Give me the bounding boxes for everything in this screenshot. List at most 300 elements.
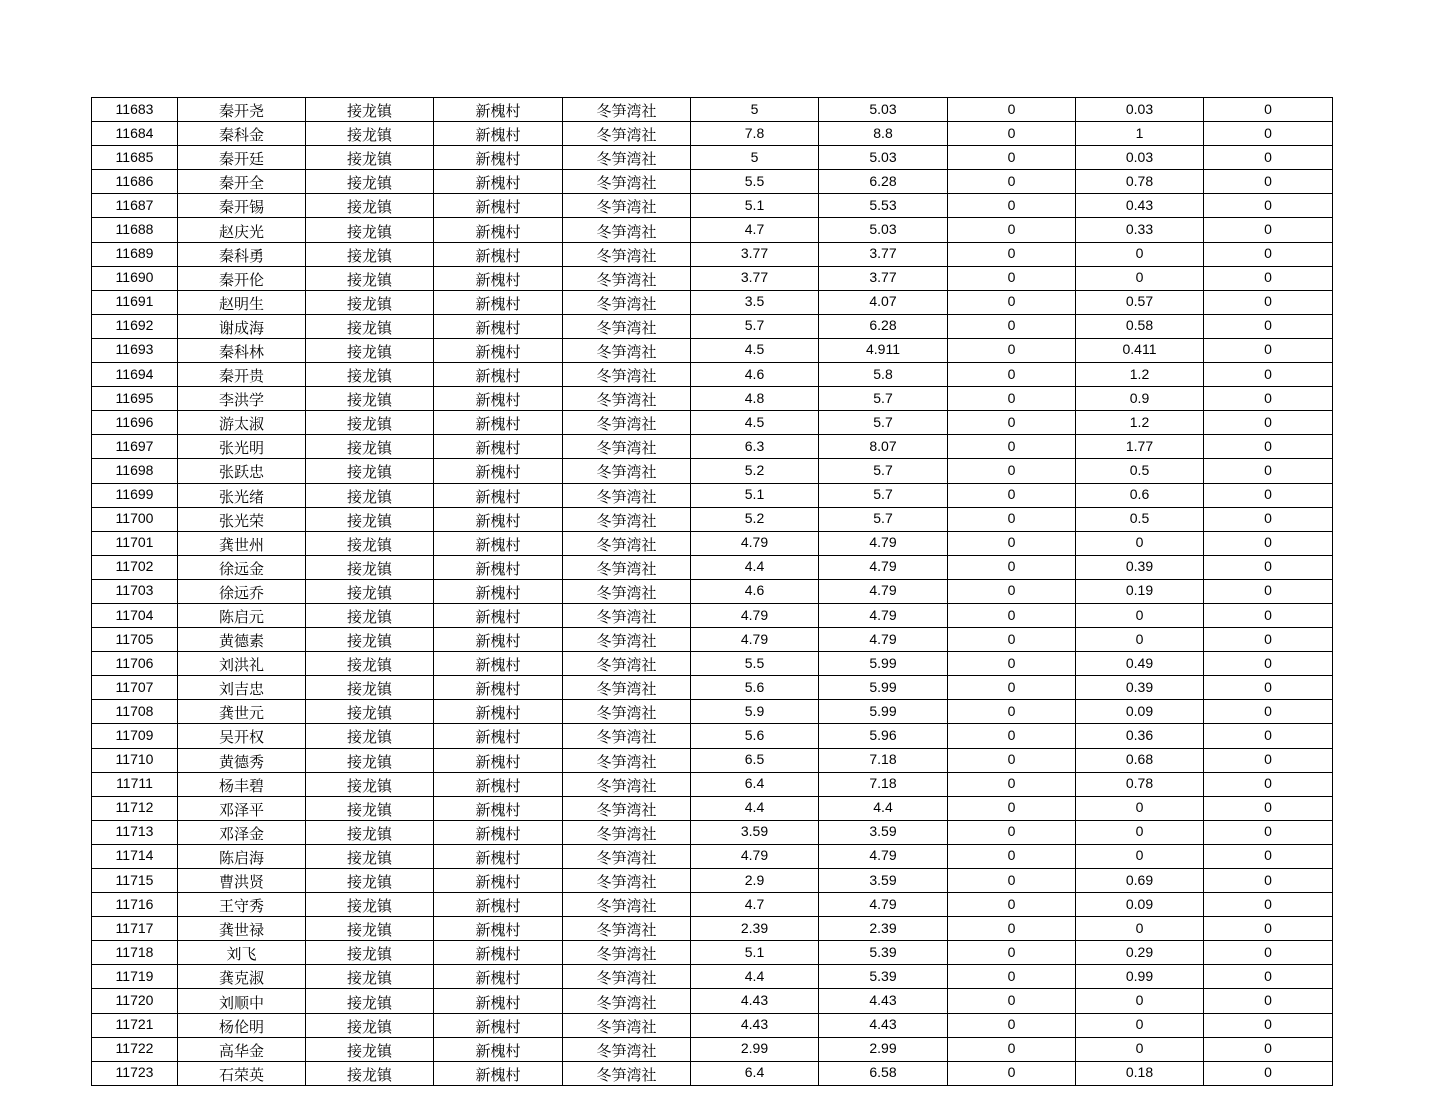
value-b-cell: 4.79	[819, 893, 948, 917]
value-b-cell: 5.7	[819, 483, 948, 507]
record-id-cell: 11721	[92, 1013, 178, 1037]
town-cell: 接龙镇	[306, 724, 434, 748]
group-cell: 冬笋湾社	[563, 531, 691, 555]
value-b-cell: 3.59	[819, 820, 948, 844]
value-b-cell: 4.79	[819, 579, 948, 603]
value-c-cell: 0	[948, 531, 1076, 555]
village-cell: 新槐村	[434, 796, 563, 820]
value-b-cell: 4.911	[819, 338, 948, 362]
record-id-cell: 11722	[92, 1037, 178, 1061]
village-cell: 新槐村	[434, 676, 563, 700]
value-d-cell: 0.78	[1076, 170, 1204, 194]
value-a-cell: 5.9	[691, 700, 819, 724]
table-row	[92, 387, 1333, 411]
name-cell: 秦科金	[178, 122, 306, 146]
table-row	[92, 314, 1333, 338]
value-b-cell: 6.58	[819, 1061, 948, 1085]
value-e-cell: 0	[1204, 290, 1333, 314]
record-id-cell: 11687	[92, 194, 178, 218]
record-id-cell: 11693	[92, 338, 178, 362]
table-row	[92, 989, 1333, 1013]
town-cell: 接龙镇	[306, 941, 434, 965]
village-cell: 新槐村	[434, 1061, 563, 1085]
value-a-cell: 5.5	[691, 652, 819, 676]
value-d-cell: 0.58	[1076, 314, 1204, 338]
table-row	[92, 579, 1333, 603]
table-row	[92, 941, 1333, 965]
name-cell: 徐远金	[178, 555, 306, 579]
value-e-cell: 0	[1204, 363, 1333, 387]
table-row	[92, 772, 1333, 796]
record-id-cell: 11698	[92, 459, 178, 483]
village-cell: 新槐村	[434, 122, 563, 146]
record-id-cell: 11689	[92, 242, 178, 266]
value-a-cell: 5.1	[691, 941, 819, 965]
value-a-cell: 6.3	[691, 435, 819, 459]
value-b-cell: 5.7	[819, 507, 948, 531]
value-b-cell: 4.79	[819, 531, 948, 555]
value-b-cell: 5.03	[819, 146, 948, 170]
value-c-cell: 0	[948, 170, 1076, 194]
value-d-cell: 0.99	[1076, 965, 1204, 989]
value-a-cell: 3.59	[691, 820, 819, 844]
name-cell: 秦科勇	[178, 242, 306, 266]
village-cell: 新槐村	[434, 965, 563, 989]
value-e-cell: 0	[1204, 218, 1333, 242]
record-id-cell: 11690	[92, 266, 178, 290]
group-cell: 冬笋湾社	[563, 459, 691, 483]
record-id-cell: 11694	[92, 363, 178, 387]
table-row	[92, 507, 1333, 531]
record-id-cell: 11683	[92, 98, 178, 122]
value-a-cell: 4.5	[691, 411, 819, 435]
data-table	[91, 97, 1333, 1086]
value-a-cell: 7.8	[691, 122, 819, 146]
record-id-cell: 11702	[92, 555, 178, 579]
name-cell: 刘顺中	[178, 989, 306, 1013]
value-d-cell: 0.9	[1076, 387, 1204, 411]
town-cell: 接龙镇	[306, 146, 434, 170]
value-b-cell: 5.7	[819, 387, 948, 411]
value-e-cell: 0	[1204, 676, 1333, 700]
group-cell: 冬笋湾社	[563, 314, 691, 338]
town-cell: 接龙镇	[306, 266, 434, 290]
record-id-cell: 11710	[92, 748, 178, 772]
table-row	[92, 266, 1333, 290]
value-a-cell: 2.9	[691, 869, 819, 893]
group-cell: 冬笋湾社	[563, 387, 691, 411]
value-a-cell: 4.79	[691, 628, 819, 652]
table-row	[92, 411, 1333, 435]
value-b-cell: 4.79	[819, 844, 948, 868]
record-id-cell: 11717	[92, 917, 178, 941]
record-id-cell: 11706	[92, 652, 178, 676]
value-c-cell: 0	[948, 579, 1076, 603]
record-id-cell: 11696	[92, 411, 178, 435]
town-cell: 接龙镇	[306, 579, 434, 603]
group-cell: 冬笋湾社	[563, 218, 691, 242]
village-cell: 新槐村	[434, 724, 563, 748]
table-row	[92, 363, 1333, 387]
town-cell: 接龙镇	[306, 989, 434, 1013]
town-cell: 接龙镇	[306, 194, 434, 218]
value-b-cell: 5.7	[819, 411, 948, 435]
town-cell: 接龙镇	[306, 820, 434, 844]
value-e-cell: 0	[1204, 748, 1333, 772]
town-cell: 接龙镇	[306, 507, 434, 531]
table-row	[92, 459, 1333, 483]
value-c-cell: 0	[948, 941, 1076, 965]
name-cell: 秦科林	[178, 338, 306, 362]
town-cell: 接龙镇	[306, 917, 434, 941]
town-cell: 接龙镇	[306, 387, 434, 411]
value-c-cell: 0	[948, 724, 1076, 748]
name-cell: 谢成海	[178, 314, 306, 338]
name-cell: 张光明	[178, 435, 306, 459]
value-c-cell: 0	[948, 676, 1076, 700]
value-d-cell: 1.2	[1076, 363, 1204, 387]
value-d-cell: 0	[1076, 989, 1204, 1013]
town-cell: 接龙镇	[306, 869, 434, 893]
group-cell: 冬笋湾社	[563, 290, 691, 314]
value-a-cell: 5.2	[691, 459, 819, 483]
table-row	[92, 869, 1333, 893]
table-row	[92, 748, 1333, 772]
value-b-cell: 2.39	[819, 917, 948, 941]
town-cell: 接龙镇	[306, 796, 434, 820]
town-cell: 接龙镇	[306, 772, 434, 796]
group-cell: 冬笋湾社	[563, 820, 691, 844]
table-row	[92, 796, 1333, 820]
group-cell: 冬笋湾社	[563, 676, 691, 700]
value-c-cell: 0	[948, 700, 1076, 724]
value-a-cell: 3.77	[691, 266, 819, 290]
value-d-cell: 0.68	[1076, 748, 1204, 772]
town-cell: 接龙镇	[306, 242, 434, 266]
value-b-cell: 5.7	[819, 459, 948, 483]
record-id-cell: 11695	[92, 387, 178, 411]
value-d-cell: 0.49	[1076, 652, 1204, 676]
group-cell: 冬笋湾社	[563, 98, 691, 122]
name-cell: 曹洪贤	[178, 869, 306, 893]
value-e-cell: 0	[1204, 820, 1333, 844]
group-cell: 冬笋湾社	[563, 796, 691, 820]
town-cell: 接龙镇	[306, 170, 434, 194]
value-a-cell: 3.77	[691, 242, 819, 266]
value-a-cell: 4.79	[691, 531, 819, 555]
value-e-cell: 0	[1204, 796, 1333, 820]
village-cell: 新槐村	[434, 338, 563, 362]
table-row	[92, 652, 1333, 676]
table-row	[92, 676, 1333, 700]
village-cell: 新槐村	[434, 603, 563, 627]
value-c-cell: 0	[948, 314, 1076, 338]
name-cell: 李洪学	[178, 387, 306, 411]
value-d-cell: 1	[1076, 122, 1204, 146]
value-a-cell: 4.43	[691, 1013, 819, 1037]
table-row	[92, 435, 1333, 459]
name-cell: 王守秀	[178, 893, 306, 917]
name-cell: 张光荣	[178, 507, 306, 531]
record-id-cell: 11718	[92, 941, 178, 965]
value-b-cell: 4.79	[819, 628, 948, 652]
record-id-cell: 11691	[92, 290, 178, 314]
town-cell: 接龙镇	[306, 290, 434, 314]
group-cell: 冬笋湾社	[563, 194, 691, 218]
table-row	[92, 555, 1333, 579]
village-cell: 新槐村	[434, 772, 563, 796]
value-a-cell: 5	[691, 146, 819, 170]
value-a-cell: 4.43	[691, 989, 819, 1013]
town-cell: 接龙镇	[306, 314, 434, 338]
value-c-cell: 0	[948, 1013, 1076, 1037]
village-cell: 新槐村	[434, 989, 563, 1013]
value-d-cell: 0.5	[1076, 507, 1204, 531]
value-c-cell: 0	[948, 122, 1076, 146]
group-cell: 冬笋湾社	[563, 748, 691, 772]
value-b-cell: 5.03	[819, 98, 948, 122]
village-cell: 新槐村	[434, 820, 563, 844]
value-a-cell: 3.5	[691, 290, 819, 314]
value-c-cell: 0	[948, 844, 1076, 868]
village-cell: 新槐村	[434, 435, 563, 459]
group-cell: 冬笋湾社	[563, 266, 691, 290]
town-cell: 接龙镇	[306, 1013, 434, 1037]
table-row	[92, 531, 1333, 555]
value-c-cell: 0	[948, 796, 1076, 820]
group-cell: 冬笋湾社	[563, 122, 691, 146]
value-e-cell: 0	[1204, 700, 1333, 724]
value-c-cell: 0	[948, 98, 1076, 122]
value-d-cell: 0	[1076, 242, 1204, 266]
value-c-cell: 0	[948, 917, 1076, 941]
record-id-cell: 11715	[92, 869, 178, 893]
value-e-cell: 0	[1204, 1037, 1333, 1061]
value-d-cell: 0.57	[1076, 290, 1204, 314]
value-b-cell: 4.07	[819, 290, 948, 314]
group-cell: 冬笋湾社	[563, 893, 691, 917]
town-cell: 接龙镇	[306, 122, 434, 146]
value-c-cell: 0	[948, 965, 1076, 989]
village-cell: 新槐村	[434, 531, 563, 555]
table-row	[92, 820, 1333, 844]
value-a-cell: 5.1	[691, 194, 819, 218]
village-cell: 新槐村	[434, 242, 563, 266]
name-cell: 秦开全	[178, 170, 306, 194]
value-a-cell: 6.5	[691, 748, 819, 772]
name-cell: 张光绪	[178, 483, 306, 507]
town-cell: 接龙镇	[306, 435, 434, 459]
village-cell: 新槐村	[434, 411, 563, 435]
group-cell: 冬笋湾社	[563, 146, 691, 170]
value-a-cell: 4.4	[691, 965, 819, 989]
value-b-cell: 5.99	[819, 700, 948, 724]
record-id-cell: 11712	[92, 796, 178, 820]
village-cell: 新槐村	[434, 652, 563, 676]
value-c-cell: 0	[948, 146, 1076, 170]
town-cell: 接龙镇	[306, 628, 434, 652]
name-cell: 高华金	[178, 1037, 306, 1061]
value-d-cell: 0.39	[1076, 676, 1204, 700]
value-e-cell: 0	[1204, 98, 1333, 122]
value-e-cell: 0	[1204, 1061, 1333, 1085]
town-cell: 接龙镇	[306, 98, 434, 122]
name-cell: 秦开锡	[178, 194, 306, 218]
group-cell: 冬笋湾社	[563, 507, 691, 531]
value-a-cell: 4.5	[691, 338, 819, 362]
name-cell: 龚世元	[178, 700, 306, 724]
value-d-cell: 0	[1076, 1037, 1204, 1061]
value-c-cell: 0	[948, 628, 1076, 652]
value-e-cell: 0	[1204, 628, 1333, 652]
name-cell: 秦开伦	[178, 266, 306, 290]
table-row	[92, 893, 1333, 917]
value-e-cell: 0	[1204, 507, 1333, 531]
table-row	[92, 98, 1333, 122]
group-cell: 冬笋湾社	[563, 724, 691, 748]
value-b-cell: 6.28	[819, 170, 948, 194]
group-cell: 冬笋湾社	[563, 170, 691, 194]
value-c-cell: 0	[948, 989, 1076, 1013]
group-cell: 冬笋湾社	[563, 917, 691, 941]
value-d-cell: 0	[1076, 628, 1204, 652]
record-id-cell: 11701	[92, 531, 178, 555]
table-row	[92, 483, 1333, 507]
value-c-cell: 0	[948, 363, 1076, 387]
value-c-cell: 0	[948, 411, 1076, 435]
town-cell: 接龙镇	[306, 676, 434, 700]
town-cell: 接龙镇	[306, 459, 434, 483]
value-b-cell: 5.99	[819, 652, 948, 676]
value-d-cell: 0	[1076, 603, 1204, 627]
group-cell: 冬笋湾社	[563, 338, 691, 362]
value-c-cell: 0	[948, 869, 1076, 893]
record-id-cell: 11708	[92, 700, 178, 724]
table-row	[92, 290, 1333, 314]
value-b-cell: 2.99	[819, 1037, 948, 1061]
value-a-cell: 5.2	[691, 507, 819, 531]
value-c-cell: 0	[948, 772, 1076, 796]
value-b-cell: 8.8	[819, 122, 948, 146]
village-cell: 新槐村	[434, 98, 563, 122]
name-cell: 邓泽金	[178, 820, 306, 844]
value-d-cell: 0	[1076, 266, 1204, 290]
name-cell: 龚世禄	[178, 917, 306, 941]
table-row	[92, 700, 1333, 724]
value-e-cell: 0	[1204, 266, 1333, 290]
value-d-cell: 0.09	[1076, 700, 1204, 724]
name-cell: 刘洪礼	[178, 652, 306, 676]
value-d-cell: 0	[1076, 917, 1204, 941]
village-cell: 新槐村	[434, 507, 563, 531]
name-cell: 陈启海	[178, 844, 306, 868]
value-a-cell: 2.39	[691, 917, 819, 941]
name-cell: 张跃忠	[178, 459, 306, 483]
name-cell: 陈启元	[178, 603, 306, 627]
name-cell: 赵庆光	[178, 218, 306, 242]
group-cell: 冬笋湾社	[563, 628, 691, 652]
value-e-cell: 0	[1204, 893, 1333, 917]
value-c-cell: 0	[948, 266, 1076, 290]
value-d-cell: 0.36	[1076, 724, 1204, 748]
value-d-cell: 0.03	[1076, 146, 1204, 170]
value-e-cell: 0	[1204, 579, 1333, 603]
value-c-cell: 0	[948, 820, 1076, 844]
value-e-cell: 0	[1204, 411, 1333, 435]
record-id-cell: 11709	[92, 724, 178, 748]
value-b-cell: 5.96	[819, 724, 948, 748]
value-b-cell: 4.4	[819, 796, 948, 820]
village-cell: 新槐村	[434, 869, 563, 893]
table-row	[92, 218, 1333, 242]
value-c-cell: 0	[948, 1061, 1076, 1085]
value-e-cell: 0	[1204, 435, 1333, 459]
value-b-cell: 4.43	[819, 989, 948, 1013]
value-e-cell: 0	[1204, 965, 1333, 989]
name-cell: 秦开廷	[178, 146, 306, 170]
village-cell: 新槐村	[434, 387, 563, 411]
table-row	[92, 242, 1333, 266]
value-e-cell: 0	[1204, 459, 1333, 483]
value-d-cell: 0	[1076, 820, 1204, 844]
value-b-cell: 5.03	[819, 218, 948, 242]
value-c-cell: 0	[948, 507, 1076, 531]
record-id-cell: 11714	[92, 844, 178, 868]
town-cell: 接龙镇	[306, 555, 434, 579]
town-cell: 接龙镇	[306, 965, 434, 989]
group-cell: 冬笋湾社	[563, 555, 691, 579]
village-cell: 新槐村	[434, 218, 563, 242]
group-cell: 冬笋湾社	[563, 363, 691, 387]
record-id-cell: 11713	[92, 820, 178, 844]
table-row	[92, 1037, 1333, 1061]
value-a-cell: 5.7	[691, 314, 819, 338]
village-cell: 新槐村	[434, 700, 563, 724]
value-e-cell: 0	[1204, 603, 1333, 627]
group-cell: 冬笋湾社	[563, 1037, 691, 1061]
village-cell: 新槐村	[434, 748, 563, 772]
value-c-cell: 0	[948, 893, 1076, 917]
record-id-cell: 11723	[92, 1061, 178, 1085]
value-c-cell: 0	[948, 603, 1076, 627]
name-cell: 秦开贵	[178, 363, 306, 387]
record-id-cell: 11704	[92, 603, 178, 627]
table-row	[92, 1061, 1333, 1085]
village-cell: 新槐村	[434, 314, 563, 338]
value-a-cell: 4.6	[691, 363, 819, 387]
group-cell: 冬笋湾社	[563, 869, 691, 893]
value-e-cell: 0	[1204, 941, 1333, 965]
name-cell: 吴开权	[178, 724, 306, 748]
value-e-cell: 0	[1204, 724, 1333, 748]
value-d-cell: 0.03	[1076, 98, 1204, 122]
value-a-cell: 4.79	[691, 844, 819, 868]
value-d-cell: 0.411	[1076, 338, 1204, 362]
group-cell: 冬笋湾社	[563, 483, 691, 507]
value-e-cell: 0	[1204, 194, 1333, 218]
table-body	[92, 98, 1333, 1086]
table-row	[92, 917, 1333, 941]
record-id-cell: 11692	[92, 314, 178, 338]
value-c-cell: 0	[948, 194, 1076, 218]
value-d-cell: 0.6	[1076, 483, 1204, 507]
value-e-cell: 0	[1204, 989, 1333, 1013]
name-cell: 石荣英	[178, 1061, 306, 1085]
name-cell: 游太淑	[178, 411, 306, 435]
record-id-cell: 11705	[92, 628, 178, 652]
village-cell: 新槐村	[434, 579, 563, 603]
value-d-cell: 0.19	[1076, 579, 1204, 603]
